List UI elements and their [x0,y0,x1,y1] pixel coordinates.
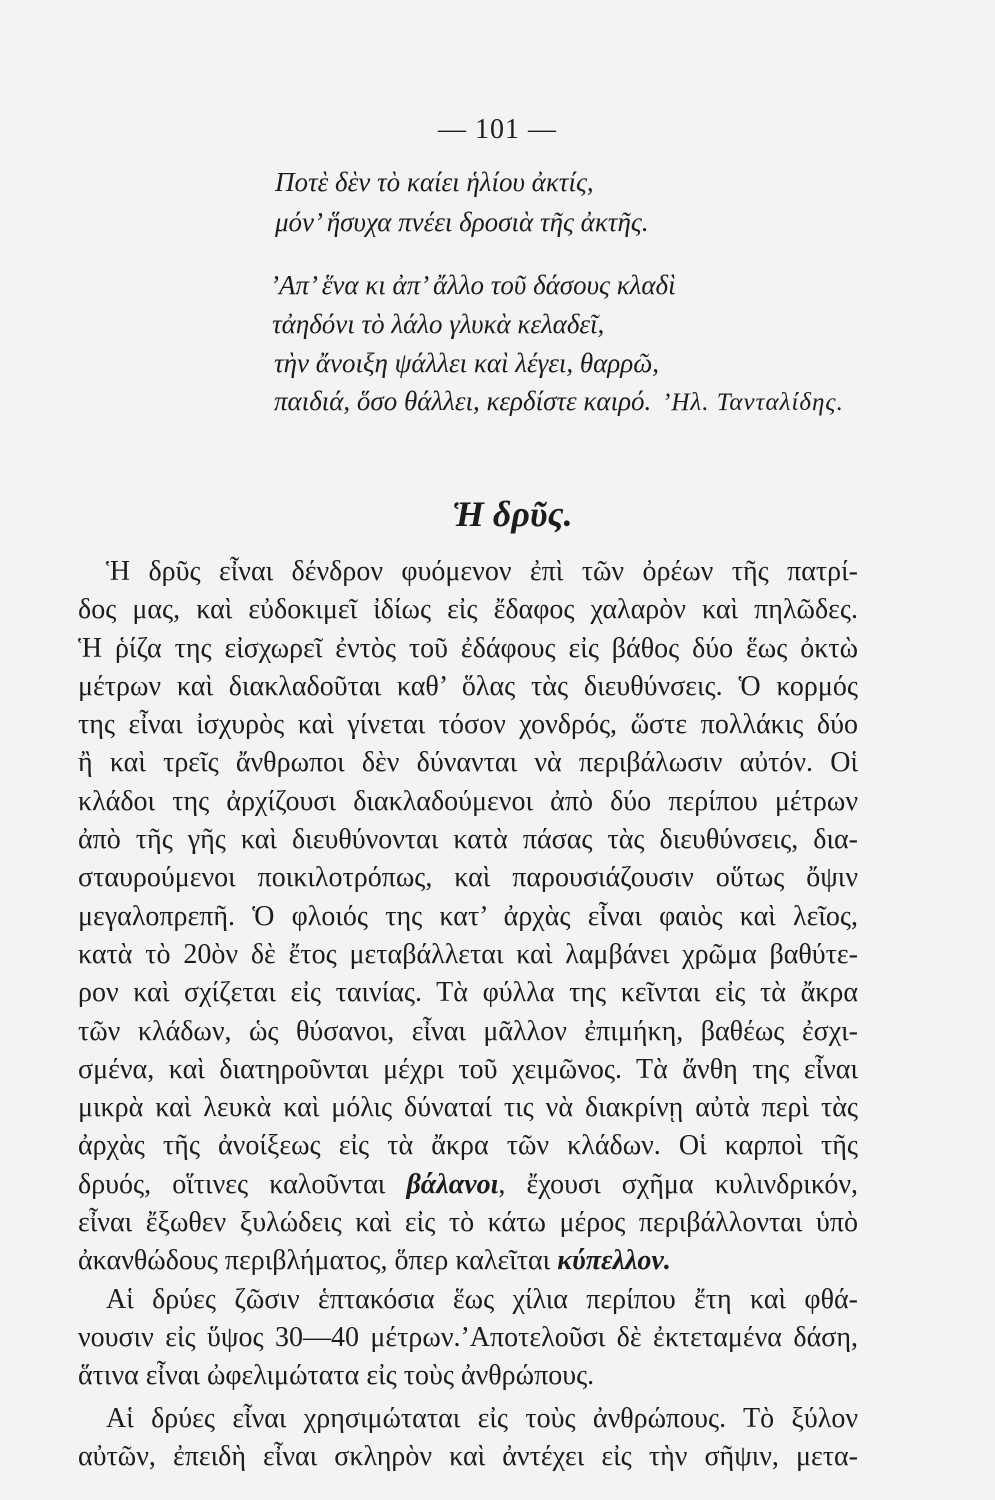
text-line: σταυρούμενοι ποικιλοτρόπως, καὶ παρουσιάζουσιν οὕτως ὄψιν [78,862,858,894]
poem-line: ’Απ’ ἕνα κι ἀπ’ ἄλλο τοῦ δάσους κλαδὶ [270,270,676,300]
text-line [78,1242,858,1280]
text-line: ἢ καὶ τρεῖς ἄνθρωποι δὲν δύνανται νὰ περιβάλωσιν αὐτόν. Οἱ [78,747,858,779]
body-text [78,553,858,1476]
text-line: Αἱ δρύες ζῶσιν ἑπτακόσια ἕως χίλια περίπου ἔτη καὶ φθά- [106,1283,858,1315]
poem-line: Ποτὲ δὲν τὸ καίει ἡλίου ἀκτίς, [275,167,594,197]
text-line: εἶναι ἔξωθεν ξυλώδεις καὶ εἰς τὸ κάτω μέρος περιβάλλονται ὑπὸ [78,1207,858,1239]
text-line: μέτρων καὶ διακλαδοῦται καθ’ ὅλας τὰς διευθύνσεις. Ὁ κορμός [78,670,858,702]
text-line: νουσιν εἰς ὕψος 30—40 μέτρων.’Αποτελοῦσι δὲ ἐκτεταμένα δάση, [78,1321,858,1353]
text-line: Ἡ δρῦς εἶναι δένδρον φυόμενον ἐπὶ τῶν ὀρέων τῆς πατρί- [106,556,858,587]
term-kypellon: κύπελλον. [557,1245,671,1277]
text-line: ρον καὶ σχίζεται εἰς ταινίας. Τὰ φύλλα της κεῖνται εἰς τὰ ἄκρα [78,977,858,1009]
poem-attribution: ’Ηλ. Τανταλίδης. [662,389,844,416]
poem-line: τὴν ἄνοιξη ψάλλει καὶ λέγει, θαρρῶ, [274,348,660,378]
text-line: ἀπὸ τῆς γῆς καὶ διευθύνονται κατὰ πάσας τὰς διευθύνσεις, δια- [78,824,858,856]
text-line: μεγαλοπρεπῆ. Ὁ φλοιός της κατ’ ἀρχὰς εἶναι φαιὸς καὶ λεῖος, [78,900,858,932]
text-fragment: , ἔχουσι σχῆμα κυλινδρικόν, [498,1168,858,1200]
text-fragment: ἀκανθώδους περιβλήματος, ὅπερ καλεῖται [78,1245,558,1277]
section-title: Ἡ δρῦς. [452,494,573,534]
text-line: ἀρχὰς τῆς ἀνοίξεως εἰς τὰ ἄκρα τῶν κλάδων. Οἱ καρποὶ τῆς [78,1130,858,1162]
text-line [78,1166,858,1204]
text-line: ἅτινα εἶναι ὠφελιμώτατα εἰς τοὺς ἀνθρώπους. [78,1360,595,1392]
text-line: κλάδοι της ἀρχίζουσι διακλαδούμενοι ἀπὸ δύο περίπου μέτρων [78,785,858,817]
text-line: Αἱ δρύες εἶναι χρησιμώταται εἰς τοὺς ἀνθρώπους. Τὸ ξύλον [106,1402,858,1434]
text-line: κατὰ τὸ 20ὸν δὲ ἔτος μεταβάλλεται καὶ λαμβάνει χρῶμα βαθύτε- [78,938,858,970]
poem-line: παιδιά, ὅσο θάλλει, κερδίστε καιρό. [274,386,652,416]
text-line: δος μας, καὶ εὐδοκιμεῖ ἰδίως εἰς ἔδαφος χαλαρὸν καὶ πηλῶδες. [78,594,858,626]
term-balanoi: βάλανοι [406,1168,499,1200]
text-line: Ἡ ῥίζα της εἰσχωρεῖ ἐντὸς τοῦ ἐδάφους εἰς βάθος δύο ἕως ὀκτὼ [78,632,858,664]
poem-line: τἀηδόνι τὸ λάλο γλυκὰ κελαδεῖ, [272,309,605,339]
text-line: της εἶναι ἰσχυρὸς καὶ γίνεται τόσον χονδρός, ὥστε πολλάκις δύο [78,709,858,741]
poem-line: μόν’ ἥσυχα πνέει δροσιὰ τῆς ἀκτῆς. [275,207,649,237]
page-number: — 101 — [438,114,557,145]
text-line: αὐτῶν, ἐπειδὴ εἶναι σκληρὸν καὶ ἀντέχει εἰς τὴν σῆψιν, μετα- [78,1440,858,1472]
text-fragment: δρυός, οἵτινες καλοῦνται [78,1168,407,1200]
text-line: μικρὰ καὶ λευκὰ καὶ μόλις δύναταί τις νὰ διακρίνῃ αὐτὰ περὶ τὰς [78,1092,858,1124]
text-line: σμένα, καὶ διατηροῦνται μέχρι τοῦ χειμῶνος. Τὰ ἄνθη της εἶναι [78,1053,858,1085]
text-line: τῶν κλάδων, ὡς θύσανοι, εἶναι μᾶλλον ἐπιμήκη, βαθέως ἐσχι- [78,1015,858,1047]
